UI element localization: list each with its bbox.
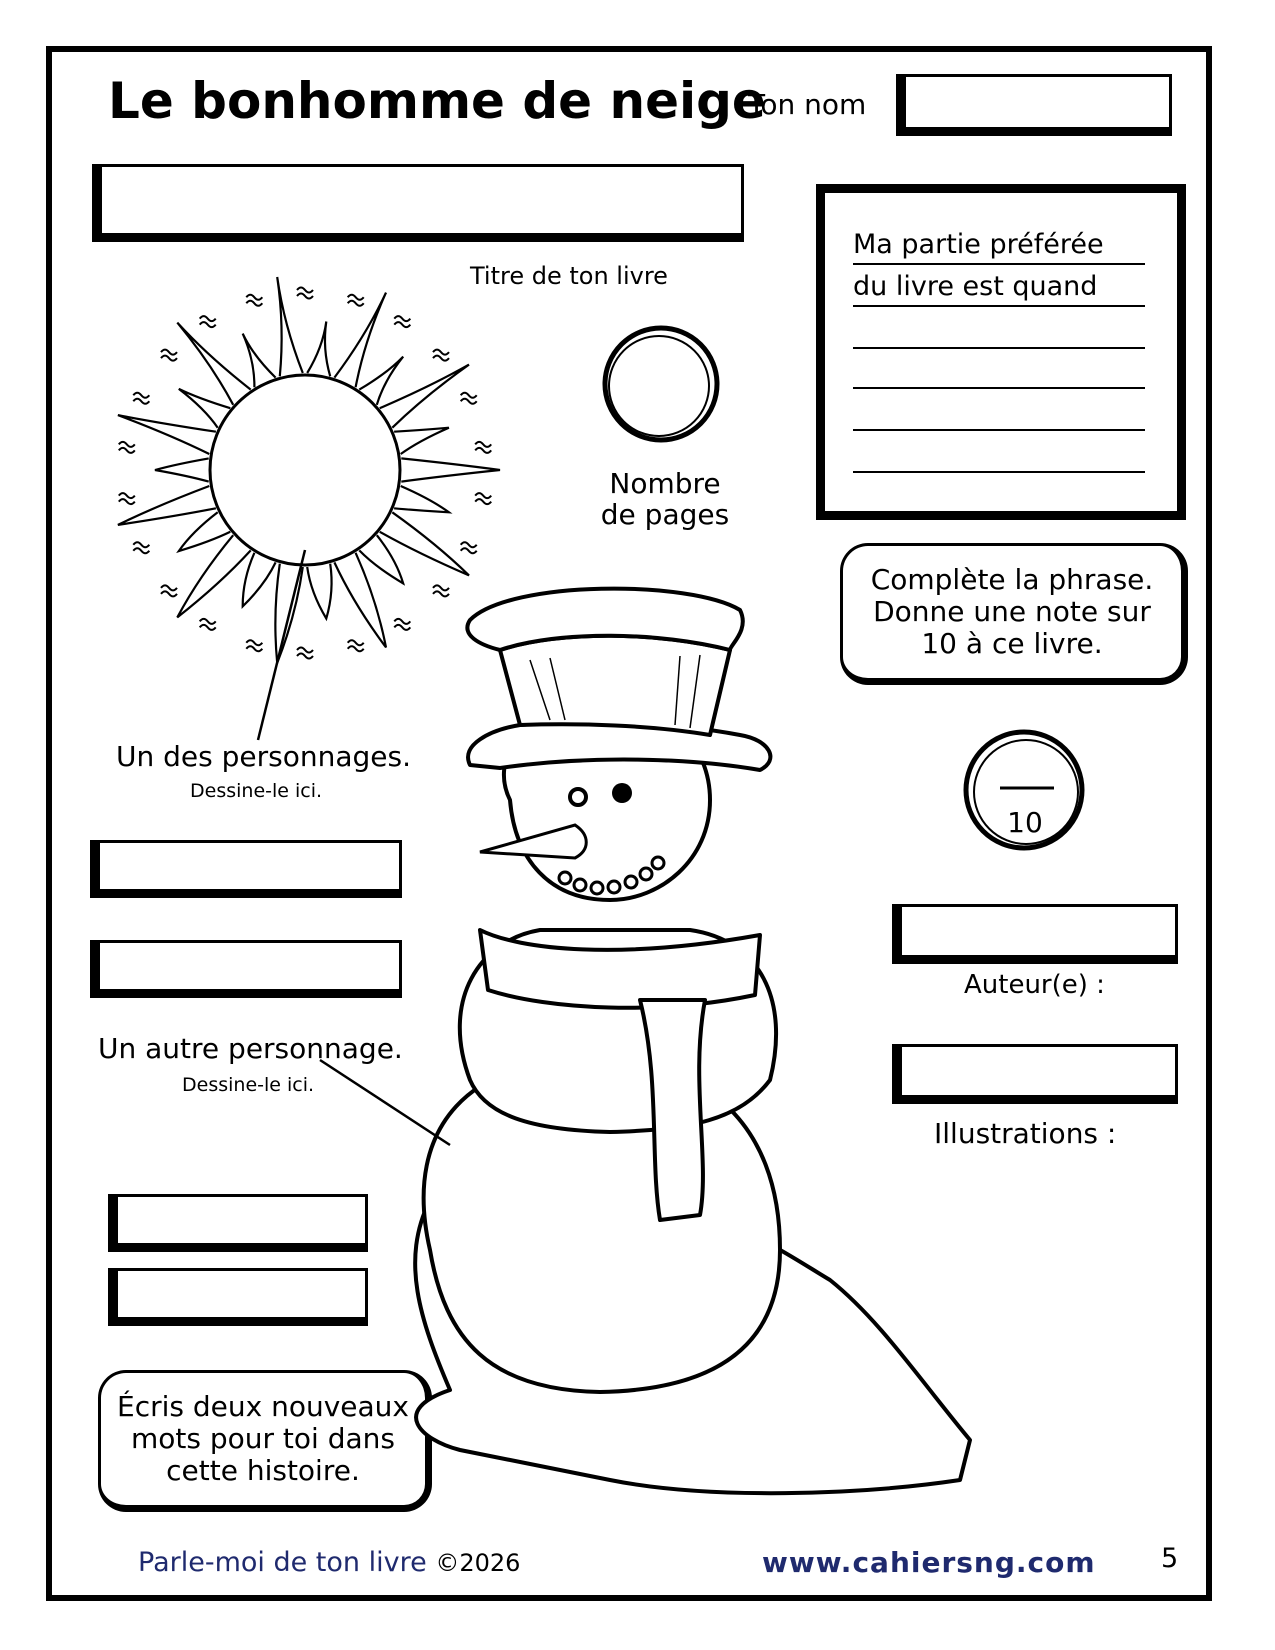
new-words-line1: Écris deux nouveaux — [117, 1390, 409, 1423]
character2-hint: Dessine-le ici. — [182, 1074, 315, 1096]
character1-input-box-2[interactable] — [90, 940, 402, 998]
favorite-underline1 — [853, 263, 1145, 265]
pages-circle[interactable] — [596, 322, 726, 452]
rating-prompt-line2: Donne une note sur — [873, 595, 1151, 628]
rating-prompt-line1: Complète la phrase. — [870, 563, 1154, 596]
new-words-line2: mots pour toi dans — [130, 1422, 395, 1455]
answer-line[interactable] — [853, 429, 1145, 431]
name-input-box[interactable] — [896, 74, 1172, 136]
rating-prompt-line3: 10 à ce livre. — [921, 627, 1103, 660]
character1-input-box-1[interactable] — [90, 840, 402, 898]
footer-url-link[interactable]: www.cahiersng.com — [762, 1546, 1096, 1579]
footer-series-name: Parle-moi de ton livre — [138, 1547, 427, 1578]
favorite-part-box[interactable] — [816, 184, 1186, 520]
character2-label: Un autre personnage. — [98, 1032, 403, 1065]
snowman-drawing-icon — [360, 560, 1000, 1510]
favorite-underline2 — [853, 305, 1145, 307]
footer-series — [138, 1547, 520, 1578]
favorite-line2: du livre est quand — [853, 271, 1098, 302]
footer-copyright: ©2026 — [435, 1549, 521, 1577]
new-word-input-box-1[interactable] — [108, 1194, 368, 1252]
character1-label: Un des personnages. — [116, 740, 411, 773]
new-words-line3: cette histoire. — [166, 1454, 360, 1487]
character1-hint: Dessine-le ici. — [190, 780, 323, 802]
favorite-line1: Ma partie préférée — [853, 229, 1104, 260]
pages-label-line1: Nombre — [609, 467, 721, 500]
author-label: Auteur(e) : — [964, 970, 1105, 1000]
page-number: 5 — [1161, 1543, 1179, 1574]
book-title-input-box[interactable] — [92, 164, 744, 242]
new-word-input-box-2[interactable] — [108, 1268, 368, 1326]
rating-denominator: 10 — [1007, 806, 1043, 839]
pages-label-line2: de pages — [600, 498, 730, 531]
answer-line[interactable] — [853, 471, 1145, 473]
pages-label — [590, 468, 740, 530]
page-title: Le bonhomme de neige — [108, 72, 766, 130]
book-title-label: Titre de ton livre — [470, 262, 668, 290]
name-label: Ton nom — [748, 88, 867, 121]
answer-line[interactable] — [853, 347, 1145, 349]
illustrations-label: Illustrations : — [934, 1117, 1117, 1150]
answer-line[interactable] — [853, 387, 1145, 389]
